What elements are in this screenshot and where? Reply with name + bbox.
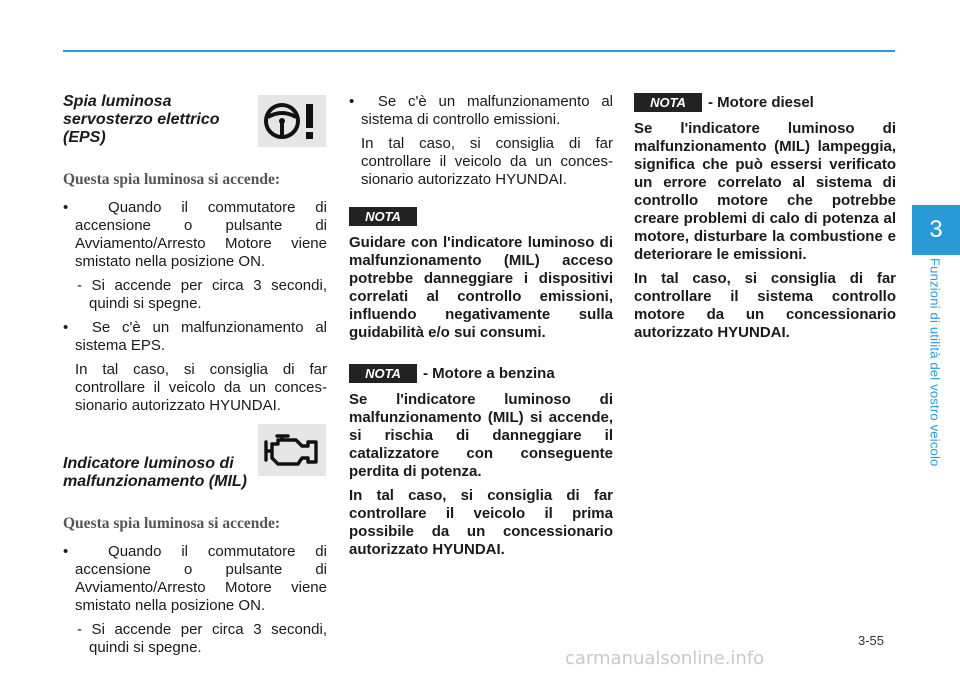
eps-bullet-2-cont: In tal caso, si consiglia di far controllare il veicolo da un conces- sionario autorizzato HYUNDAI.: [75, 361, 327, 414]
emission-bullet: • Se c'è un malfunzionamento al sistema di controllo emissioni.: [349, 93, 613, 128]
nota-badge: NOTA: [349, 364, 417, 383]
middle-column: [349, 93, 613, 559]
nota-badge: NOTA: [349, 207, 417, 226]
chapter-tab: 3: [912, 205, 960, 255]
nota-diesel-title: - Motore diesel: [708, 93, 814, 111]
nota-text: Guidare con l'indicatore luminoso di malfunzionamento (MIL) acceso potrebbe danneggiare i dispositivi correlati al controllo emissioni, influendo negativamente sulla guidabilità e/o sui consumi.: [349, 234, 613, 341]
eps-bullet-2: • Se c'è un malfunzionamento al sistema EPS.: [63, 319, 327, 354]
mil-bullet-1: • Quando il commutatore di accensione o pulsante di Avviamento/Arresto Motore viene smistato nella posizione ON.: [63, 543, 327, 614]
nota-diesel-header: [634, 93, 896, 112]
steering-wheel-warning-icon: [262, 99, 322, 143]
mil-indicator: [258, 424, 326, 476]
chapter-title: Funzioni di utilità del vostro veicolo: [927, 258, 943, 467]
eps-bullet-1: • Quando il commutatore di accensione o pulsante di Avviamento/Arresto Motore viene smistato nella posizione ON.: [63, 199, 327, 270]
mil-bullet-1-sub: - Si accende per circa 3 secondi, quindi si spegne.: [77, 621, 327, 656]
mil-intro: Questa spia luminosa si accende:: [63, 515, 281, 532]
engine-check-icon: [262, 430, 322, 470]
watermark: carmanualsonline.info: [565, 648, 765, 669]
eps-heading: Spia luminosa servosterzo elettrico (EPS): [63, 93, 220, 146]
page-number: 3-55: [858, 633, 885, 648]
emission-bullet-cont: In tal caso, si consiglia di far controllare il veicolo da un conces- sionario autorizzato HYUNDAI.: [361, 135, 613, 188]
header-rule: [63, 50, 895, 52]
nota-benzina-text-2: In tal caso, si consiglia di far controllare il veicolo il prima possibile da un concessionario autorizzato HYUNDAI.: [349, 487, 613, 558]
eps-intro: Questa spia luminosa si accende:: [63, 171, 281, 188]
nota-diesel-text-2: In tal caso, si consiglia di far controllare il sistema controllo motore da un concessionario autorizzato HYUNDAI.: [634, 270, 896, 341]
right-column: [634, 93, 896, 342]
left-column: [63, 93, 327, 657]
eps-indicator: [258, 95, 326, 147]
nota-diesel-text: Se l'indicatore luminoso di malfunzionamento (MIL) lampeggia, significa che può essersi verificato un errore correlato al sistema di controllo motore che potrebbe creare problemi di calo di potenza al motore, disturbare la combustione e deteriorare le emissioni.: [634, 120, 896, 263]
nota-benzina-text: Se l'indicatore luminoso di malfunzionamento (MIL) si accende, si rischia di danneggiare il catalizzatore con conseguente perdita di potenza.: [349, 391, 613, 480]
nota-badge: NOTA: [634, 93, 702, 112]
nota-benzina-title: - Motore a benzina: [423, 364, 555, 382]
nota-benzina-header: [349, 364, 613, 383]
mil-heading: Indicatore luminoso di malfunzionamento (MIL): [63, 455, 247, 490]
eps-bullet-1-sub: - Si accende per circa 3 secondi, quindi si spegne.: [77, 277, 327, 312]
